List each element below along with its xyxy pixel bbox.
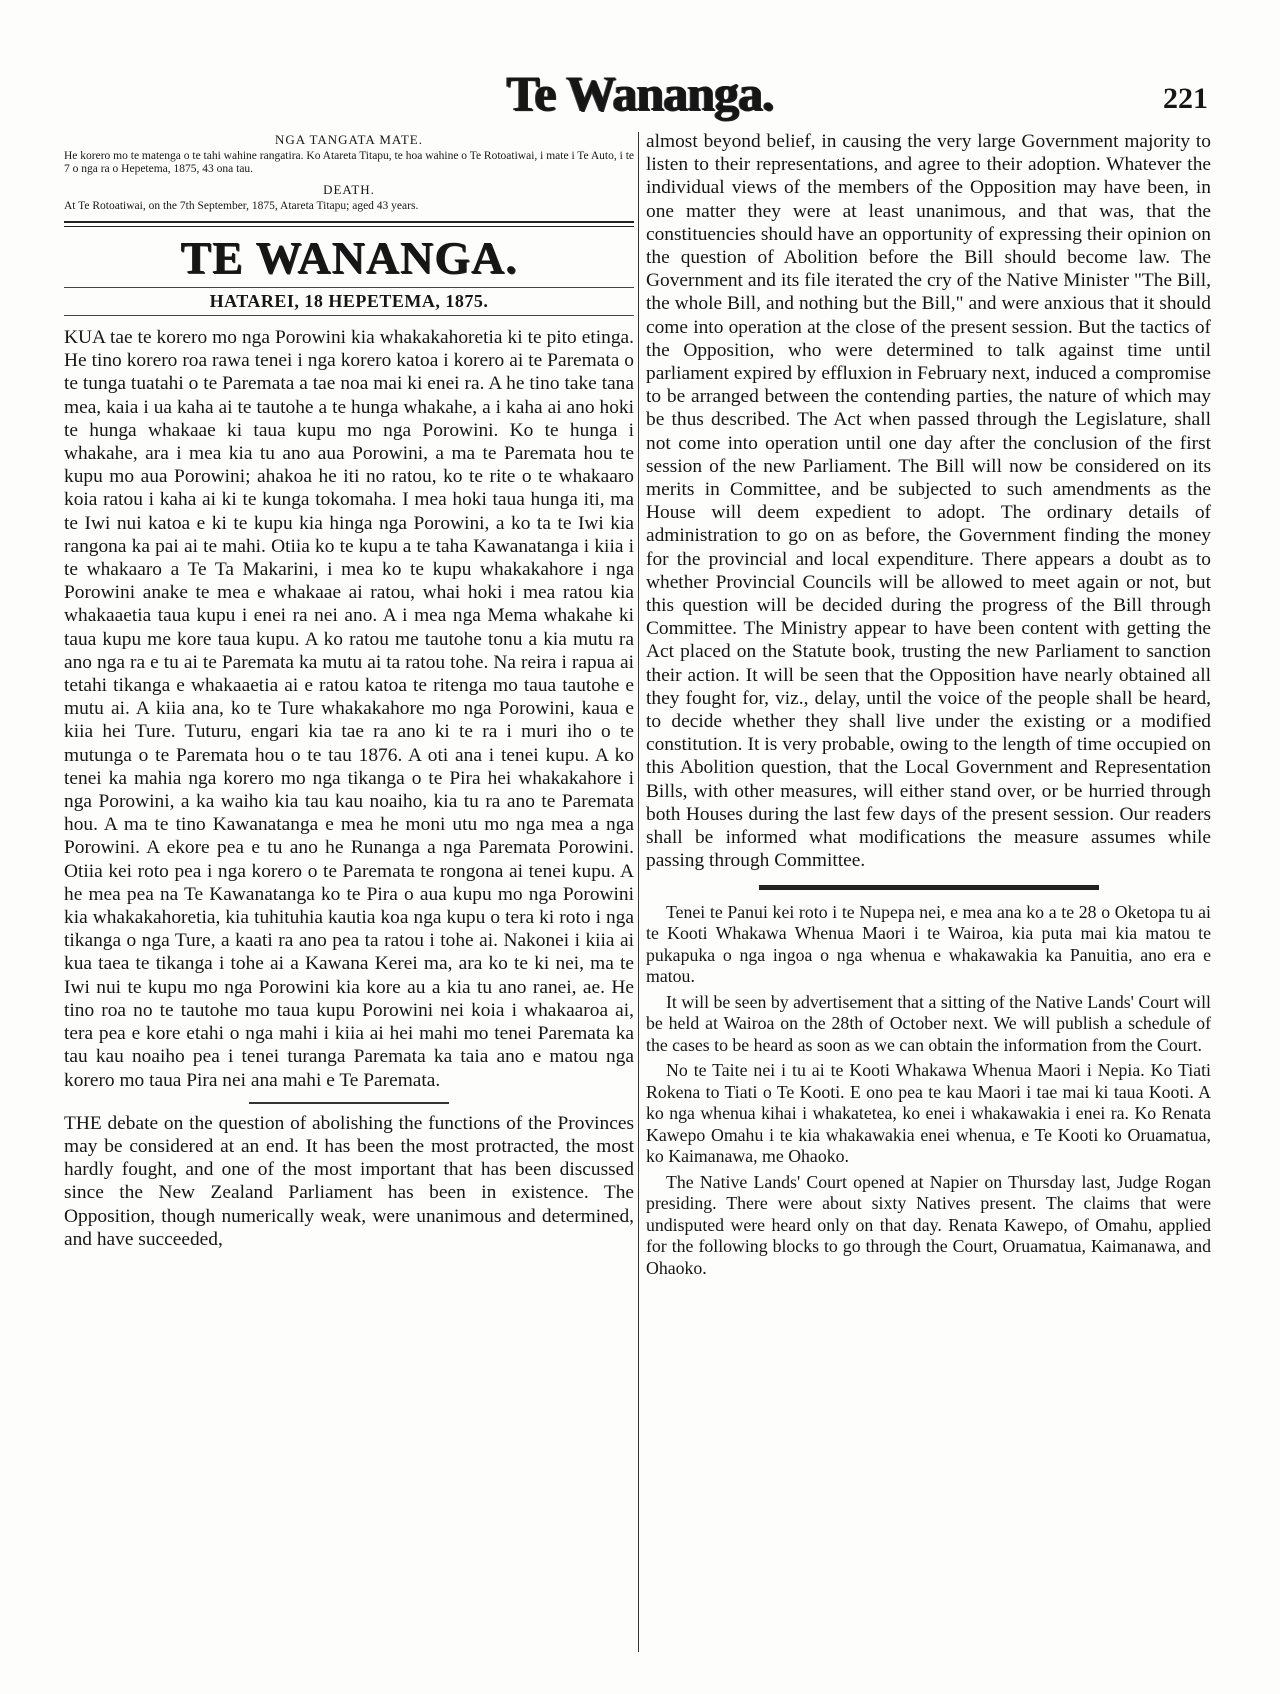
english-editorial — [64, 1112, 634, 1251]
notice-court-napier-english: The Native Lands' Court opened at Napier on Thursday last, Judge Rogan presiding. There were about sixty Natives present. The claims that were undisputed were heard only on that day. Renata Kawepo, of Omahu, applied for the following blocks to go through the Court, Oruamatua, Kaimanawa, and Ohaoko. — [646, 1171, 1211, 1278]
left-column — [64, 130, 634, 1251]
paper-title: TE WANANGA. — [180, 232, 518, 283]
maori-editorial — [64, 326, 634, 1092]
section-divider — [759, 885, 1099, 890]
divider-rule — [64, 221, 634, 227]
masthead-title: Te Wananga. — [506, 65, 774, 121]
divider-rule — [64, 315, 634, 316]
notice-court-napier-maori: No te Taite nei i tu ai te Kooti Whakawa Whenua Maori i Nepia. Ko Tiati Rokena to Tiati o Te Kooti. E ono pea te kau Maori i tae mai ki taua Kooti. A ko nga whenua kihai i whakatetea, ko enei i whakawakia i enei ra. Ko Renata Kawepo Omahu i te kia whakawakia enei whenua, e Te Kooti ko Oruamatua, ko Kaimanawa, me Ohaoko. — [646, 1060, 1211, 1166]
notice-court-wairoa-english: It will be seen by advertisement that a sitting of the Native Lands' Court will be held at Wairoa on the 28th of October next. We will publish a schedule of the cases to be heard as soon as we can obtain the information from the Court. — [646, 991, 1211, 1055]
dateline: HATAREI, 18 HEPETEMA, 1875. — [209, 291, 489, 311]
notice-court-wairoa-maori: Tenei te Panui kei roto i te Nupepa nei, e mea ana ko a te 28 o Oketopa tu ai te Kooti Whakawa Whenua Maori i te Wairoa, kia puta mai kia matou te pukapuka o nga ingoa o nga whenua e whakawakia ka Panuitia, ano era e matou. — [646, 901, 1211, 986]
death-heading: DEATH. — [323, 182, 375, 197]
english-editorial-continued — [646, 130, 1211, 873]
deaths-heading: NGA TANGATA MATE. — [275, 132, 423, 147]
right-column — [646, 130, 1211, 1283]
page-number: 221 — [1163, 82, 1208, 115]
column-divider — [638, 132, 639, 1652]
masthead — [0, 64, 1280, 124]
divider-rule — [64, 287, 634, 288]
english-editorial-text: THE debate on the question of abolishing the functions of the Provinces may be considered at an end. It has been the most protracted, the most hardly fought, and one of the most important that has been discussed since the New Zealand Parliament has been in existence. The Opposition, though numerically weak, were unanimous and determined, and have succeeded, — [64, 1112, 634, 1250]
maori-editorial-text: KUA tae te korero mo nga Porowini kia whakakahoretia ki te pito etinga. He tino korero roa rawa tenei i nga korero katoa i korero ai te Paremata o te tunga tuatahi o te Paremata a tae noa mai ki enei ra. A he tino take tana mea, kaia i ua kaha ai te tautohe a te hunga whakahe, a i kaha ai ano hoki te hunga whakaae ki taua kupu mo nga Porowini. Ko te hunga i whakahe, ara i mea kia tu ano aua Porowini, a ma te Paremata hou te kupu mo aua Porowini; ahakoa he iti no ratou, ko te rite o te whakaaro koia ratou i kaha ai ki te kunga tokomaha. I mea hoki taua hunga iti, ma te Iwi nui katoa e ki te kupu kia hinga nga Porowini, a ko ta te Iwi kia rangona ka pai ai te mahi. Otiia ko te kupu a te taha Kawanatanga i kiia i te whakaaro a Te Ta Makarini, i mea ko te kupu whakakahore i nga Porowini anake te mea e whakaae ai ratou, whai hoki i mea ratou kia whakaaetia taua kupu i enei ra nei ano. A i mea nga Mema whakahe ki taua kupu me kore taua kupu. A ko ratou me tautohe tonu a kia mutu ra ano nga ra e tu ai te Paremata ka mutu ai ta ratou tohe. Na reira i rapua ai tetahi tikanga e whakaaetia ai e ratou katoa te ritenga mo taua tautohe e mutu ai. A kiia ana, ko te Ture whakakahore mo nga Porowini, kaua e kiia hei Ture. Tuturu, engari kia tae ra ano ki te ra i muri iho o te mutunga o te Paremata hou o te tau 1876. A oti ana i tenei kupu. A ko tenei ka mahia nga korero mo nga tikanga o te Pira hei whakakahore i nga Porowini, a ka waiho kia tau kau noaiho, kia tu ra ano te Paremata hou. A ma te tino Kawanatanga e mea he moni utu mo nga mea a nga Porowini. A ekore pea e tu ano he Runanga a nga Paremata Porowini. Otiia kei roto pea i nga korero o te Paremata te rongona ai tenei kupu. A he mea pea na Te Kawanatanga ko te Pira o aua kupu mo nga Porowini kia whakakahoretia, kia tuhituhia kautia koa nga kupu o tera ki roto i nga tikanga o nga Ture, a kaati ra ano pea ta ratou i tohe ai. Nakonei i kiia ai kua taea te tikanga i tohe ai a Kawana Kerei ma, ara ko te ki nei, ma te Iwi nui te kupu mo nga Porowini kia kore au a kia tu ano ranei, ae. He tino roa no te tautohe mo taua kupu Porowini nei koia i whakaaroa ai, tera pea e kore etahi o nga mahi i kiia ai hei mahi mo tenei Paremata ka tau kau noaiho pea i tenei turanga Paremata ka taia ano e matou nga korero mo taua Pira nei ana mahi e Te Paremata. — [64, 327, 634, 1091]
divider-rule — [249, 1102, 449, 1104]
english-editorial-continued-text: almost beyond belief, in causing the very large Government majority to listen to their representations, and agree to their adoption. Whatever the individual views of the members of the Opposition may have been, in one matter they were at least unanimous, and that was, that the constituencies should have an opportunity of expressing their opinion on the question of Abolition before the Bill should become law. The Government and its file iterated the cry of the Native Minister "The Bill, the whole Bill, and nothing but the Bill," and were anxious that it should come into operation at the close of the present session. But the tactics of the Opposition, who were determined to talk against time until parliament expired by effluxion in February next, induced a compromise to be arranged between the contending parties, the nature of which may be thus described. The Act when passed through the Legislature, shall not come into operation until one day after the conclusion of the first session of the new Parliament. The Bill will now be considered on its merits in Committee, and be subjected to such amendments as the House will deem expedient to adopt. The ordinary details of administration to go on as before, the Government finding the money for the provincial and local expenditure. There appears a doubt as to whether Provincial Councils will be allowed to meet again or not, but this question will be decided during the progress of the Bill through Committee. The Ministry appear to have been content with getting the Act placed on the Statute book, trusting the new Parliament to sanction their action. It will be seen that the Opposition have nearly obtained all they fought for, viz., delay, until the voice of the people shall be heard, to decide whether they shall live under the existing or a modified constitution. It is very probable, owing to the length of time occupied on this Abolition question, that the Local Government and Representation Bills, with other measures, will either stand over, or be hurried through both Houses during the last few days of the present session. Our readers shall be informed what modifications the measure assumes while passing through Committee. — [646, 131, 1211, 872]
deaths-notice-maori: He korero mo te matenga o te tahi wahine rangatira. Ko Atareta Titapu, te hoa wahine o Te Rotoatiwai, i mate i Te Auto, i te 7 o nga ra o Hepetema, 1875, 43 ona tau. — [64, 150, 634, 175]
death-notice-english: At Te Rotoatiwai, on the 7th September, 1875, Atareta Titapu; aged 43 years. — [64, 200, 419, 212]
